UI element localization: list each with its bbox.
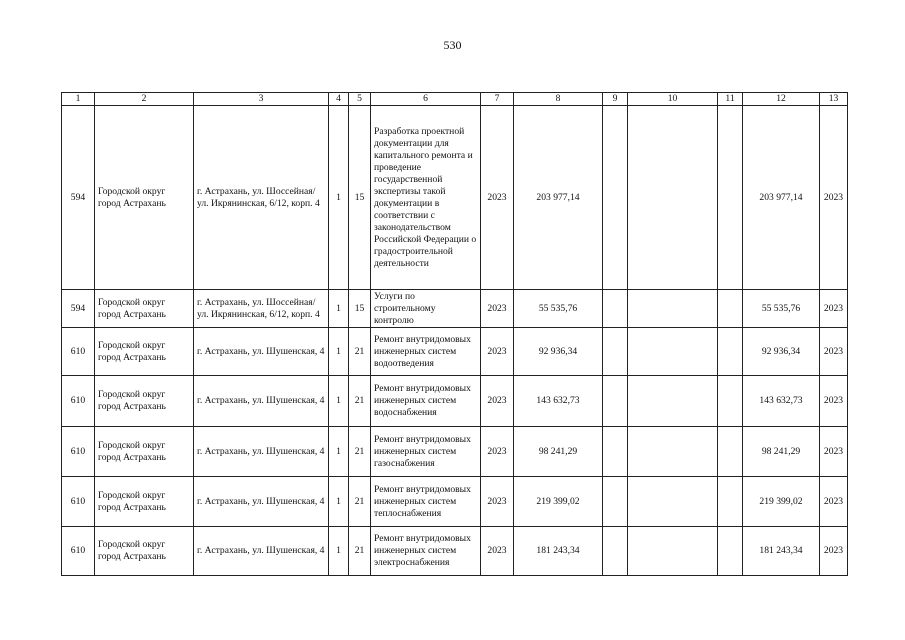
cell-address: г. Астрахань, ул. Шушенская, 4 xyxy=(194,376,329,427)
cell-row-number: 610 xyxy=(62,328,95,376)
cell-col-5: 21 xyxy=(349,527,371,576)
cell-municipality: Городской округ город Астрахань xyxy=(95,527,194,576)
cell-col-9 xyxy=(603,527,628,576)
column-header-11: 11 xyxy=(718,93,743,106)
cell-amount-total: 143 632,73 xyxy=(743,376,820,427)
cell-year-start: 2023 xyxy=(481,477,514,527)
cell-municipality: Городской округ город Астрахань xyxy=(95,477,194,527)
table-row xyxy=(62,106,848,290)
column-header-12: 12 xyxy=(743,93,820,106)
cell-col-5: 15 xyxy=(349,106,371,290)
cell-amount-total: 98 241,29 xyxy=(743,427,820,477)
cell-year-start: 2023 xyxy=(481,427,514,477)
cell-amount: 92 936,34 xyxy=(514,328,603,376)
cell-amount-total: 55 535,76 xyxy=(743,290,820,328)
cell-col-9 xyxy=(603,376,628,427)
cell-amount: 219 399,02 xyxy=(514,477,603,527)
cell-col-11 xyxy=(718,328,743,376)
cell-col-10 xyxy=(628,290,718,328)
cell-municipality: Городской округ город Астрахань xyxy=(95,376,194,427)
cell-row-number: 594 xyxy=(62,106,95,290)
cell-amount: 203 977,14 xyxy=(514,106,603,290)
cell-year-end: 2023 xyxy=(820,290,848,328)
cell-year-end: 2023 xyxy=(820,477,848,527)
cell-municipality: Городской округ город Астрахань xyxy=(95,427,194,477)
table-row xyxy=(62,427,848,477)
cell-amount: 98 241,29 xyxy=(514,427,603,477)
cell-work-type: Ремонт внутридомовых инженерных систем электроснабжения xyxy=(371,527,481,576)
cell-col-5: 15 xyxy=(349,290,371,328)
cell-row-number: 610 xyxy=(62,477,95,527)
cell-municipality: Городской округ город Астрахань xyxy=(95,106,194,290)
cell-work-type: Услуги по строительному контролю xyxy=(371,290,481,328)
cell-col-4: 1 xyxy=(329,427,349,477)
cell-year-end: 2023 xyxy=(820,328,848,376)
cell-col-4: 1 xyxy=(329,106,349,290)
cell-work-type: Ремонт внутридомовых инженерных систем водоснабжения xyxy=(371,376,481,427)
cell-col-5: 21 xyxy=(349,477,371,527)
cell-col-4: 1 xyxy=(329,527,349,576)
cell-col-9 xyxy=(603,427,628,477)
cell-row-number: 610 xyxy=(62,527,95,576)
cell-amount: 181 243,34 xyxy=(514,527,603,576)
cell-address: г. Астрахань, ул. Шушенская, 4 xyxy=(194,527,329,576)
cell-amount-total: 92 936,34 xyxy=(743,328,820,376)
cell-col-11 xyxy=(718,290,743,328)
cell-col-11 xyxy=(718,376,743,427)
cell-col-4: 1 xyxy=(329,290,349,328)
column-header-2: 2 xyxy=(95,93,194,106)
cell-col-5: 21 xyxy=(349,376,371,427)
cell-col-11 xyxy=(718,477,743,527)
cell-work-type: Ремонт внутридомовых инженерных систем газоснабжения xyxy=(371,427,481,477)
cell-col-9 xyxy=(603,328,628,376)
cell-address: г. Астрахань, ул. Шушенская, 4 xyxy=(194,477,329,527)
cell-amount: 55 535,76 xyxy=(514,290,603,328)
column-header-13: 13 xyxy=(820,93,848,106)
cell-col-10 xyxy=(628,106,718,290)
column-header-4: 4 xyxy=(329,93,349,106)
page-number: 530 xyxy=(443,38,462,52)
cell-municipality: Городской округ город Астрахань xyxy=(95,290,194,328)
cell-address: г. Астрахань, ул. Шоссейная/ ул. Икрянинская, 6/12, корп. 4 xyxy=(194,106,329,290)
cell-row-number: 594 xyxy=(62,290,95,328)
cell-col-5: 21 xyxy=(349,328,371,376)
cell-amount-total: 219 399,02 xyxy=(743,477,820,527)
cell-col-10 xyxy=(628,527,718,576)
cell-col-10 xyxy=(628,427,718,477)
cell-col-9 xyxy=(603,106,628,290)
cell-address: г. Астрахань, ул. Шушенская, 4 xyxy=(194,427,329,477)
cell-work-type: Разработка проектной документации для капитального ремонта и проведение государственной экспертизы такой документации в соответствии с законодательством Российской Федерации о градостроительной деятельности xyxy=(371,106,481,290)
cell-year-end: 2023 xyxy=(820,427,848,477)
cell-year-start: 2023 xyxy=(481,328,514,376)
column-header-10: 10 xyxy=(628,93,718,106)
cell-year-start: 2023 xyxy=(481,376,514,427)
cell-col-9 xyxy=(603,477,628,527)
cell-year-start: 2023 xyxy=(481,290,514,328)
cell-year-end: 2023 xyxy=(820,527,848,576)
column-header-3: 3 xyxy=(194,93,329,106)
cell-year-start: 2023 xyxy=(481,527,514,576)
table-row xyxy=(62,328,848,376)
cell-amount: 143 632,73 xyxy=(514,376,603,427)
cell-row-number: 610 xyxy=(62,376,95,427)
cell-municipality: Городской округ город Астрахань xyxy=(95,328,194,376)
column-header-1: 1 xyxy=(62,93,95,106)
header-row xyxy=(62,93,848,106)
table-row xyxy=(62,376,848,427)
column-header-9: 9 xyxy=(603,93,628,106)
cell-col-4: 1 xyxy=(329,328,349,376)
cell-col-11 xyxy=(718,527,743,576)
table-row xyxy=(62,527,848,576)
cell-col-10 xyxy=(628,477,718,527)
cell-year-end: 2023 xyxy=(820,376,848,427)
column-header-8: 8 xyxy=(514,93,603,106)
cell-col-4: 1 xyxy=(329,376,349,427)
cell-col-4: 1 xyxy=(329,477,349,527)
works-table xyxy=(61,92,848,576)
column-header-5: 5 xyxy=(349,93,371,106)
cell-amount-total: 181 243,34 xyxy=(743,527,820,576)
table-row xyxy=(62,477,848,527)
cell-address: г. Астрахань, ул. Шушенская, 4 xyxy=(194,328,329,376)
cell-amount-total: 203 977,14 xyxy=(743,106,820,290)
cell-col-9 xyxy=(603,290,628,328)
table-row xyxy=(62,290,848,328)
cell-work-type: Ремонт внутридомовых инженерных систем водоотведения xyxy=(371,328,481,376)
cell-address: г. Астрахань, ул. Шоссейная/ ул. Икрянинская, 6/12, корп. 4 xyxy=(194,290,329,328)
cell-col-11 xyxy=(718,427,743,477)
cell-col-11 xyxy=(718,106,743,290)
column-header-7: 7 xyxy=(481,93,514,106)
cell-year-start: 2023 xyxy=(481,106,514,290)
cell-col-10 xyxy=(628,376,718,427)
cell-year-end: 2023 xyxy=(820,106,848,290)
column-header-6: 6 xyxy=(371,93,481,106)
cell-work-type: Ремонт внутридомовых инженерных систем теплоснабжения xyxy=(371,477,481,527)
cell-row-number: 610 xyxy=(62,427,95,477)
cell-col-10 xyxy=(628,328,718,376)
cell-col-5: 21 xyxy=(349,427,371,477)
